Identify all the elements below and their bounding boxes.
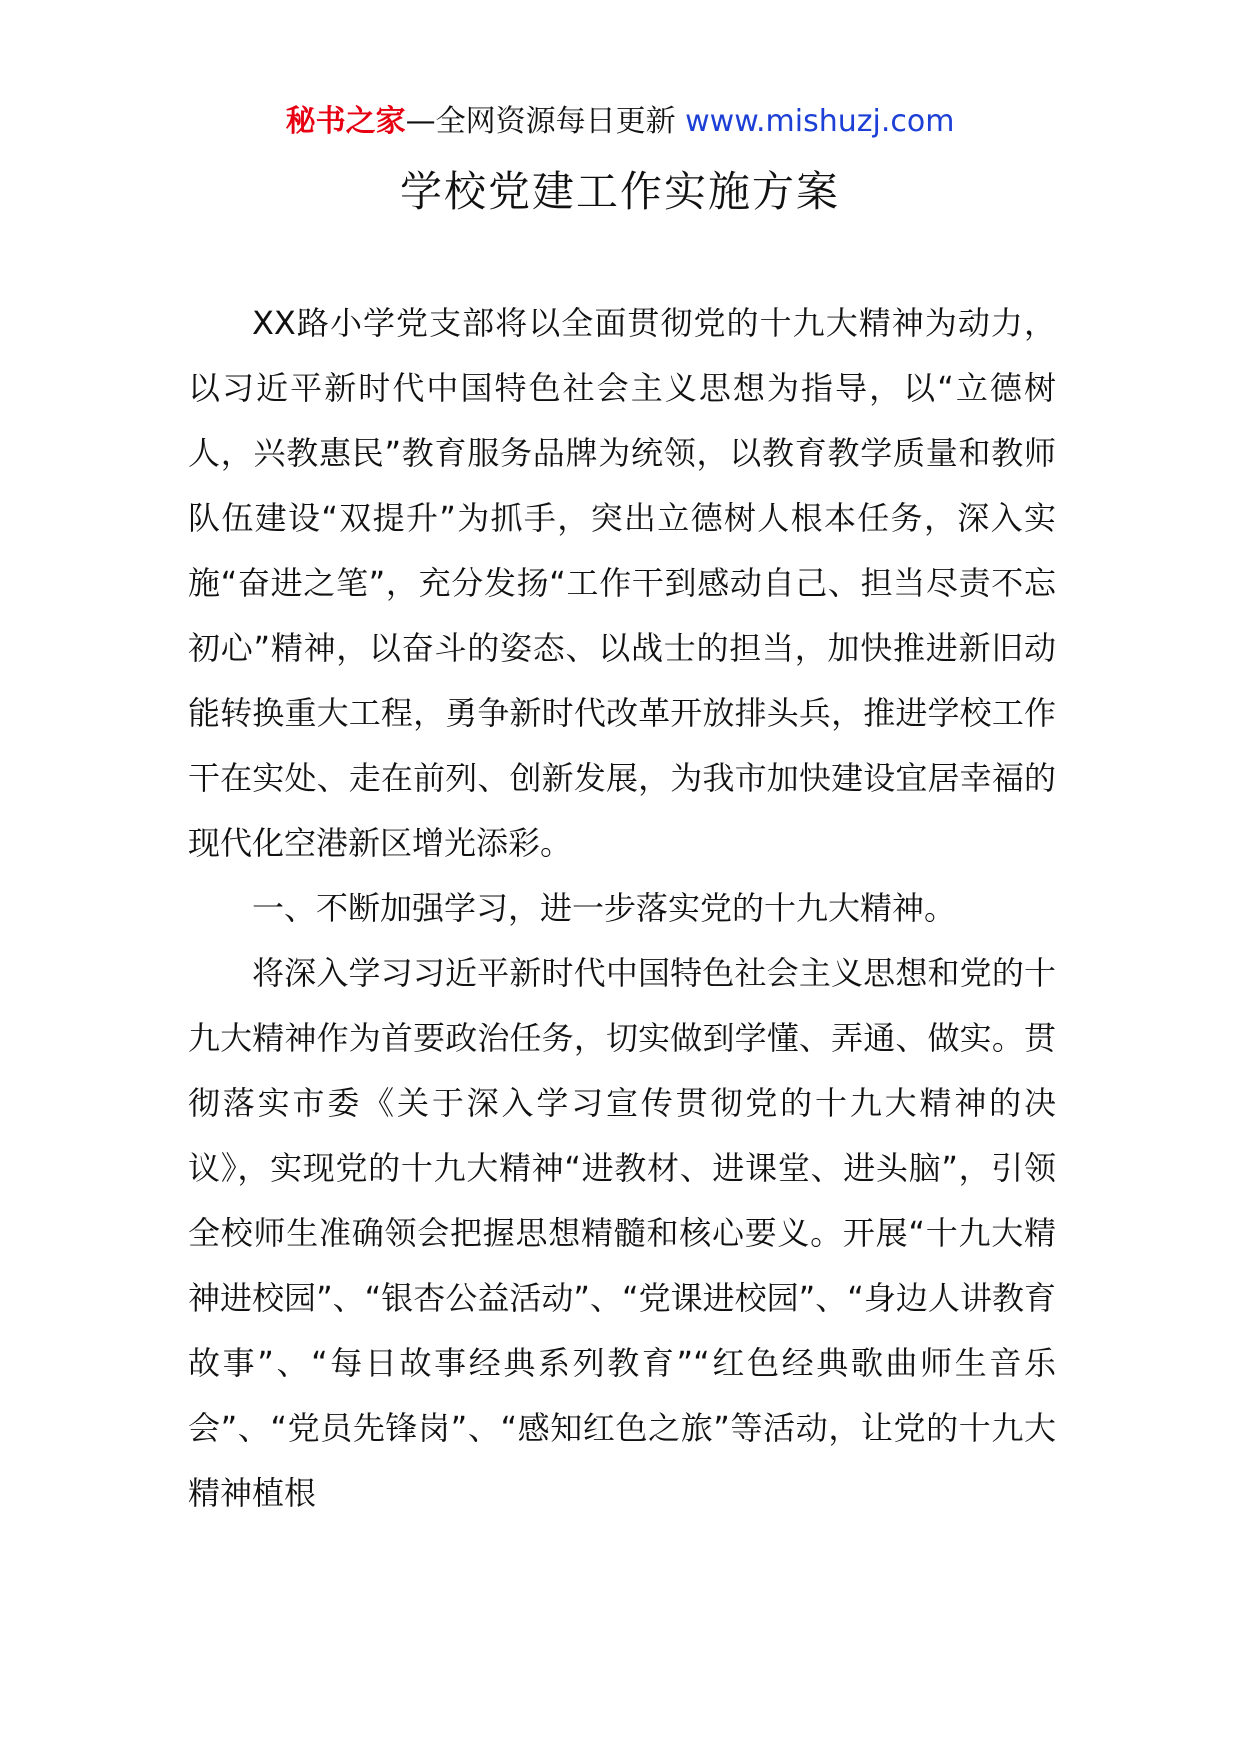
intro-paragraph: XX路小学党支部将以全面贯彻党的十九大精神为动力，以习近平新时代中国特色社会主义思想为指导，以“立德树人，兴教惠民”教育服务品牌为统领，以教育教学质量和教师队伍建设“双提升”为抓手，突出立德树人根本任务，深入实施“奋进之笔”，充分发扬“工作干到感动自己、担当尽责不忘初心”精神，以奋斗的姿态、以战士的担当，加快推进新旧动能转换重大工程，勇争新时代改革开放排头兵，推进学校工作干在实处、走在前列、创新发展，为我市加快建设宜居幸福的现代化空港新区增光添彩。 [188,304,1056,862]
site-url-link[interactable]: www.mishuzj.com [685,104,955,139]
header-slogan: —全网资源每日更新 [405,104,686,139]
brand-name: 秘书之家 [285,104,406,139]
section-heading-1: 一、不断加强学习，进一步落实党的十九大精神。 [252,889,957,927]
site-header [0,100,1240,144]
section-1-paragraph: 将深入学习习近平新时代中国特色社会主义思想和党的十九大精神作为首要政治任务，切实做到学懂、弄通、做实。贯彻落实市委《关于深入学习宣传贯彻党的十九大精神的决议》，实现党的十九大精神“进教材、进课堂、进头脑”，引领全校师生准确领会把握思想精髓和核心要义。开展“十九大精神进校园”、“银杏公益活动”、“党课进校园”、“身边人讲教育故事”、“每日故事经典系列教育”“红色经典歌曲师生音乐会”、“党员先锋岗”、“感知红色之旅”等活动，让党的十九大精神植根 [188,954,1056,1512]
document-body [188,291,1056,1526]
document-title: 学校党建工作实施方案 [399,167,840,216]
